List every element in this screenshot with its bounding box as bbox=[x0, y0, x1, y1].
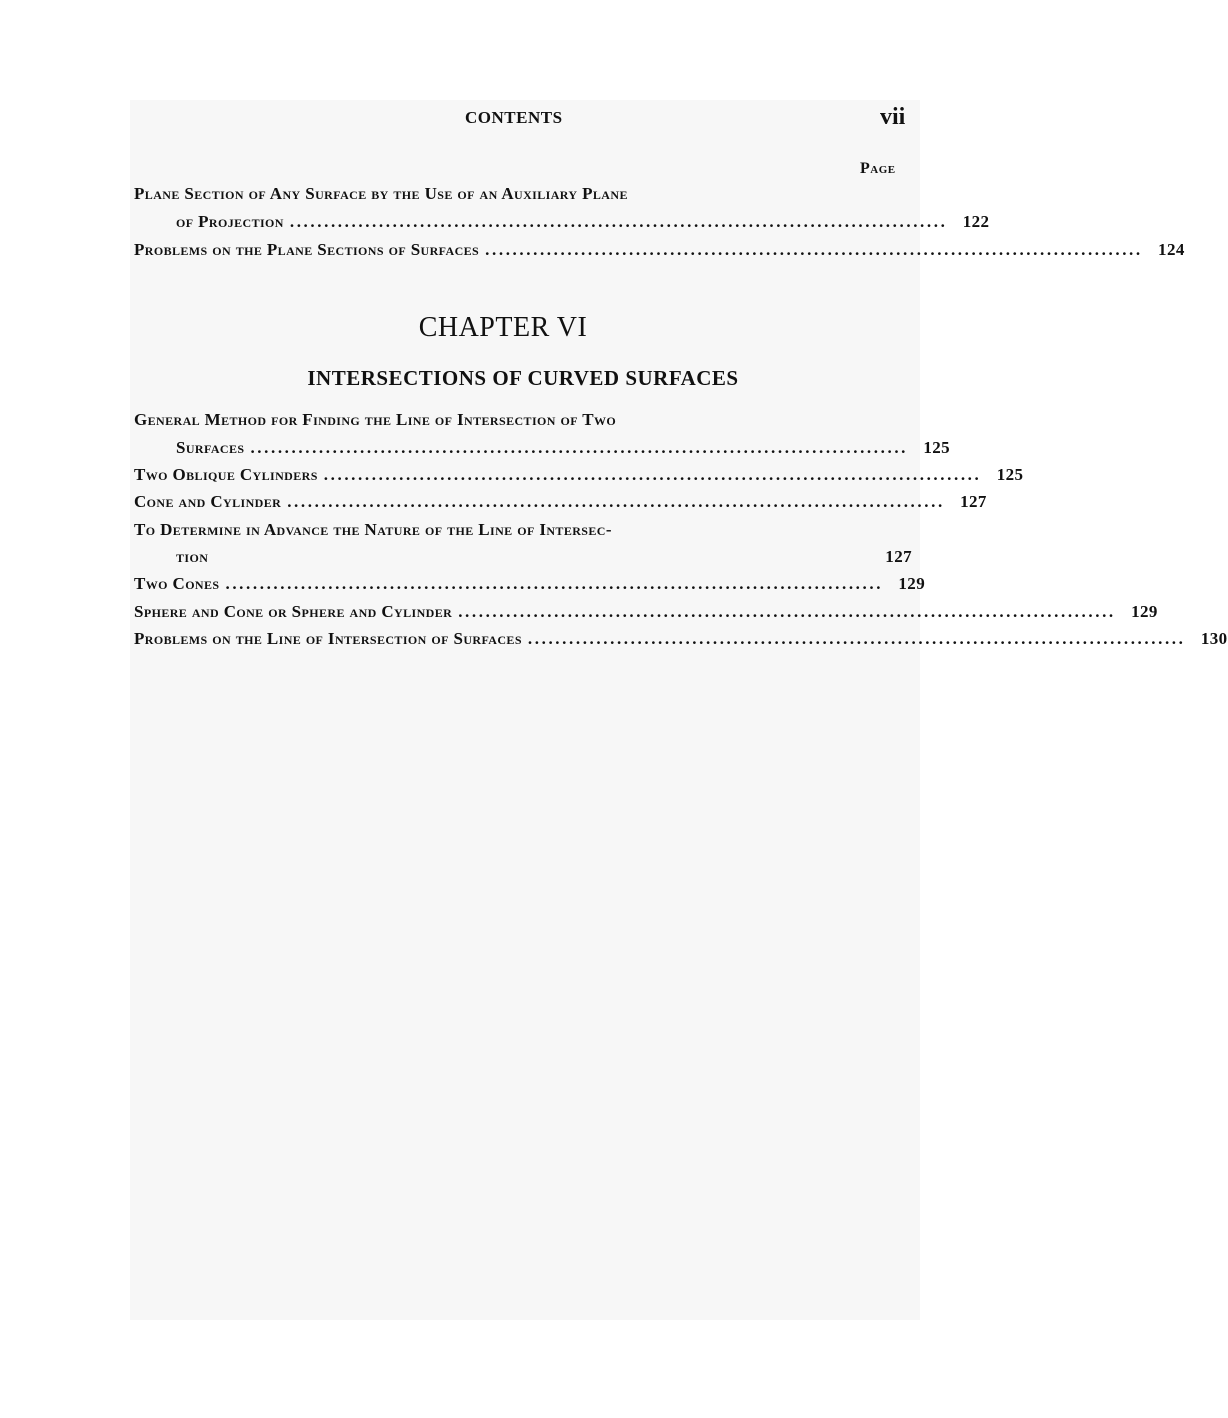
toc-entry-title: Surfaces bbox=[176, 438, 245, 457]
toc-entry-page: 125 bbox=[996, 465, 1024, 484]
dot-leader: ................................................................................................ bbox=[323, 465, 982, 484]
toc-entry-page: 129 bbox=[898, 574, 926, 593]
toc-entry-problems-plane-sections bbox=[134, 240, 1185, 264]
toc-entry-page: 130 bbox=[1200, 629, 1228, 648]
toc-entry-page: 127 bbox=[960, 492, 987, 511]
page-column-label: Page bbox=[860, 160, 896, 177]
toc-entry-page: 124 bbox=[1158, 240, 1185, 259]
toc-entry-cone-and-cylinder bbox=[134, 492, 987, 516]
chapter-heading: CHAPTER VI bbox=[418, 312, 588, 343]
page-number: vii bbox=[880, 104, 906, 130]
toc-entry-two-oblique-cylinders bbox=[134, 465, 1024, 489]
running-title: CONTENTS bbox=[465, 108, 563, 127]
toc-entry-general-method-line-2 bbox=[176, 438, 951, 462]
dot-leader: ................................................................................................ bbox=[250, 438, 909, 457]
toc-entry-title: General Method for Finding the Line of Intersection of Two bbox=[134, 410, 617, 429]
chapter-subtitle: INTERSECTIONS OF CURVED SURFACES bbox=[307, 366, 739, 390]
toc-entry-page: 125 bbox=[923, 438, 951, 457]
dot-leader: ................................................................................................ bbox=[289, 212, 948, 231]
toc-entry-title: Problems on the Line of Intersection of Surfaces bbox=[134, 629, 522, 648]
toc-entry-page: 129 bbox=[1131, 602, 1158, 621]
dot-leader: ................................................................................................ bbox=[458, 602, 1116, 621]
toc-entry-title: tion bbox=[176, 547, 209, 566]
toc-entry-determine-nature-line-2 bbox=[176, 547, 912, 571]
toc-entry-plane-section-line-1 bbox=[134, 184, 912, 208]
page-body bbox=[130, 100, 920, 1320]
toc-entry-title: Plane Section of Any Surface by the Use of an Auxiliary Plane bbox=[134, 184, 628, 203]
dot-leader: ................................................................................................ bbox=[485, 240, 1143, 259]
toc-entry-page: 122 bbox=[962, 212, 990, 231]
dot-leader: ................................................................................................ bbox=[225, 574, 884, 593]
toc-entry-problems-line-of-intersection bbox=[134, 629, 1228, 653]
toc-entry-general-method-line-1 bbox=[134, 410, 912, 434]
toc-entry-page: 127 bbox=[885, 547, 912, 566]
toc-entry-title: Sphere and Cone or Sphere and Cylinder bbox=[134, 602, 453, 621]
running-head bbox=[0, 104, 1000, 132]
toc-entry-title: of Projection bbox=[176, 212, 284, 231]
toc-entry-plane-section-line-2 bbox=[176, 212, 990, 236]
toc-entry-title: To Determine in Advance the Nature of the Line of Intersec- bbox=[134, 520, 612, 539]
toc-entry-sphere-cone-cylinder bbox=[134, 602, 1158, 626]
toc-entry-two-cones bbox=[134, 574, 926, 598]
dot-leader: ................................................................................................ bbox=[527, 629, 1186, 648]
toc-entry-title: Two Cones bbox=[134, 574, 220, 593]
dot-leader: ................................................................................................ bbox=[287, 492, 945, 511]
toc-entry-title: Two Oblique Cylinders bbox=[134, 465, 318, 484]
toc-entry-determine-nature-line-1 bbox=[134, 520, 912, 544]
toc-entry-title: Problems on the Plane Sections of Surfaces bbox=[134, 240, 480, 259]
toc-entry-title: Cone and Cylinder bbox=[134, 492, 282, 511]
